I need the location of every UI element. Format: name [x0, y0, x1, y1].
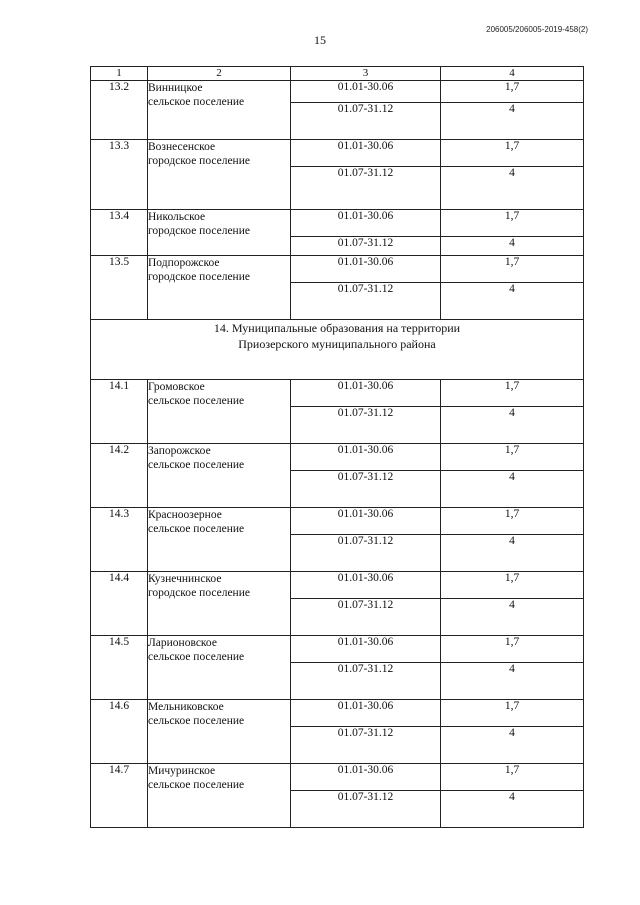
section-title	[91, 320, 584, 380]
value-first-half: 1,7	[441, 380, 584, 407]
municipality-name	[148, 572, 291, 636]
municipality-name-line1: Запорожское	[148, 445, 211, 457]
municipality-name-line1: Подпорожское	[148, 257, 220, 269]
column-header-2: 2	[148, 67, 291, 81]
municipality-name-line2: городское поселение	[148, 587, 250, 599]
table-row	[91, 210, 584, 237]
column-header-1: 1	[91, 67, 148, 81]
municipality-name	[148, 700, 291, 764]
municipality-name-line2: сельское поселение	[148, 779, 245, 791]
row-number: 13.3	[91, 140, 148, 210]
period-first-half: 01.01-30.06	[291, 210, 441, 237]
row-number: 14.3	[91, 508, 148, 572]
value-second-half: 4	[441, 167, 584, 210]
period-second-half: 01.07-31.12	[291, 791, 441, 828]
municipality-name	[148, 508, 291, 572]
value-first-half: 1,7	[441, 700, 584, 727]
value-second-half: 4	[441, 237, 584, 256]
tariff-table-body	[91, 67, 584, 828]
value-second-half: 4	[441, 663, 584, 700]
value-first-half: 1,7	[441, 444, 584, 471]
period-first-half: 01.01-30.06	[291, 140, 441, 167]
municipality-name-line1: Мельниковское	[148, 701, 224, 713]
table-row	[91, 764, 584, 791]
municipality-name	[148, 81, 291, 140]
row-number: 13.2	[91, 81, 148, 140]
municipality-name-line2: сельское поселение	[148, 651, 245, 663]
table-row	[91, 700, 584, 727]
municipality-name-line2: сельское поселение	[148, 96, 245, 108]
page-number: 15	[314, 33, 326, 47]
period-second-half: 01.07-31.12	[291, 535, 441, 572]
period-first-half: 01.01-30.06	[291, 700, 441, 727]
period-first-half: 01.01-30.06	[291, 81, 441, 103]
municipality-name	[148, 140, 291, 210]
row-number: 14.6	[91, 700, 148, 764]
table-row	[91, 81, 584, 103]
column-header-3: 3	[291, 67, 441, 81]
municipality-name-line2: сельское поселение	[148, 459, 245, 471]
municipality-name	[148, 636, 291, 700]
row-number: 14.7	[91, 764, 148, 828]
table-row	[91, 508, 584, 535]
value-first-half: 1,7	[441, 256, 584, 283]
municipality-name-line2: сельское поселение	[148, 523, 245, 535]
municipality-name-line1: Вознесенское	[148, 141, 216, 153]
table-row	[91, 380, 584, 407]
table-row	[91, 256, 584, 283]
municipality-name-line2: городское поселение	[148, 155, 250, 167]
value-first-half: 1,7	[441, 140, 584, 167]
municipality-name	[148, 444, 291, 508]
value-second-half: 4	[441, 599, 584, 636]
table-row	[91, 140, 584, 167]
period-second-half: 01.07-31.12	[291, 283, 441, 320]
value-second-half: 4	[441, 407, 584, 444]
value-first-half: 1,7	[441, 210, 584, 237]
period-second-half: 01.07-31.12	[291, 103, 441, 140]
value-first-half: 1,7	[441, 508, 584, 535]
municipality-name-line1: Громовское	[148, 381, 205, 393]
period-first-half: 01.01-30.06	[291, 444, 441, 471]
municipality-name-line1: Кузнечнинское	[148, 573, 222, 585]
municipality-name-line1: Красноозерное	[148, 509, 222, 521]
municipality-name-line2: сельское поселение	[148, 395, 245, 407]
period-first-half: 01.01-30.06	[291, 572, 441, 599]
period-second-half: 01.07-31.12	[291, 407, 441, 444]
period-second-half: 01.07-31.12	[291, 167, 441, 210]
section-header-row	[91, 320, 584, 380]
period-second-half: 01.07-31.12	[291, 599, 441, 636]
period-first-half: 01.01-30.06	[291, 256, 441, 283]
municipality-name	[148, 764, 291, 828]
value-first-half: 1,7	[441, 764, 584, 791]
value-second-half: 4	[441, 535, 584, 572]
period-second-half: 01.07-31.12	[291, 727, 441, 764]
row-number: 14.2	[91, 444, 148, 508]
row-number: 14.1	[91, 380, 148, 444]
value-second-half: 4	[441, 283, 584, 320]
row-number: 13.4	[91, 210, 148, 256]
value-second-half: 4	[441, 727, 584, 764]
municipality-name-line2: сельское поселение	[148, 715, 245, 727]
municipality-name	[148, 256, 291, 320]
period-second-half: 01.07-31.12	[291, 471, 441, 508]
municipality-name-line2: городское поселение	[148, 271, 250, 283]
row-number: 13.5	[91, 256, 148, 320]
period-first-half: 01.01-30.06	[291, 508, 441, 535]
row-number: 14.5	[91, 636, 148, 700]
municipality-name	[148, 380, 291, 444]
period-second-half: 01.07-31.12	[291, 663, 441, 700]
municipality-name-line1: Винницкое	[148, 82, 203, 94]
value-first-half: 1,7	[441, 572, 584, 599]
period-first-half: 01.01-30.06	[291, 764, 441, 791]
value-first-half: 1,7	[441, 636, 584, 663]
table-row	[91, 636, 584, 663]
value-first-half: 1,7	[441, 81, 584, 103]
period-second-half: 01.07-31.12	[291, 237, 441, 256]
column-header-row	[91, 67, 584, 81]
document-id: 206005/206005-2019-458(2)	[486, 25, 588, 34]
municipality-name-line1: Ларионовское	[148, 637, 217, 649]
period-first-half: 01.01-30.06	[291, 636, 441, 663]
column-header-4: 4	[441, 67, 584, 81]
municipality-name-line2: городское поселение	[148, 225, 250, 237]
row-number: 14.4	[91, 572, 148, 636]
value-second-half: 4	[441, 791, 584, 828]
period-first-half: 01.01-30.06	[291, 380, 441, 407]
municipality-name	[148, 210, 291, 256]
municipality-name-line1: Никольское	[148, 211, 206, 223]
value-second-half: 4	[441, 471, 584, 508]
section-title-line2: Приозерского муниципального района	[238, 337, 436, 351]
value-second-half: 4	[441, 103, 584, 140]
section-title-line1: 14. Муниципальные образования на территории	[213, 321, 461, 335]
table-row	[91, 444, 584, 471]
table-row	[91, 572, 584, 599]
tariff-table	[90, 66, 584, 828]
municipality-name-line1: Мичуринское	[148, 765, 216, 777]
